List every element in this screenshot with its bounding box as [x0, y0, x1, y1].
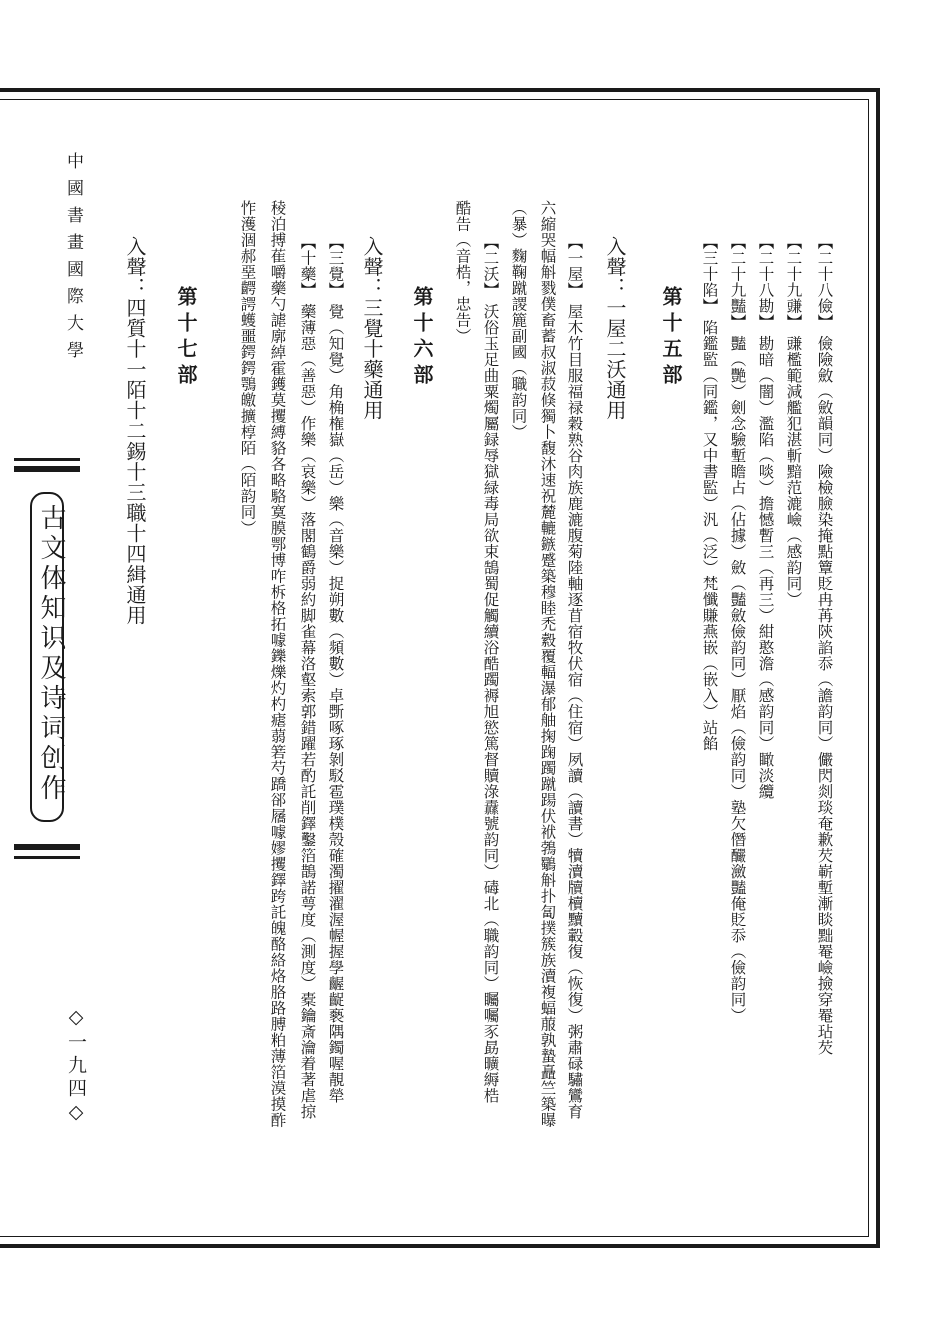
banner-bottom-rule	[14, 856, 80, 859]
banner-top-rule-thick	[14, 466, 80, 472]
rhyme-entry-1-wu-cont2: （暴）麴鞠蹴謖簏副國（職韵同）	[509, 200, 528, 440]
section-subheading-part16: 入聲：三覺十藥通用	[360, 236, 384, 421]
rhyme-entry-2-wo: 【二沃】 沃俗玉足曲粟燭屬録辱獄緑毒局欲束鵠蜀促觸續浴酷躅褥旭慾篤督贖淥纛號韵同）碡北（職韵同）矚囑豕勗曠縟梏	[481, 234, 500, 1104]
rhyme-entry-10-yao-cont2: 怍濩涸郝堊齶諤蠖噩鍔鍔鶚皦擴椁陌（陌韵同）	[238, 200, 257, 536]
banner-top-rule	[14, 458, 80, 461]
rhyme-entry-3-jue: 【三覺】 覺（知覺）角桷権嶽（岳）樂（音樂）捉朔數（頻數）卓斲啄琢剝駁雹璞樸殼確濁擢濯渥幄握學齷齪褻隅鐲喔靚犖	[326, 234, 345, 1104]
publisher-name: 中國書畫國際大學	[63, 152, 83, 368]
rhyme-entry-1-wu-cont: 六縮哭幅斛戮僕畜蓄叔淑菽倏獨卜馥沐速祝麓轆鏃蹙築穆睦禿縠覆輻瀑郁舳掬踘躅蹴踼伏袱鵓鸀斛扑匐撲簇族瀆複蝠菔孰蟄矗竺築曝	[538, 200, 557, 1128]
book-title-banner	[14, 452, 80, 864]
section-heading-part17: 第十七部	[174, 286, 198, 390]
banner-bottom-rule-thick	[14, 844, 80, 850]
section-heading-part15: 第十五部	[659, 286, 683, 390]
rhyme-entry-28-kan: 【二十八勘】 勘暗（闇）濫陷（啖）擔憾暫三（再三）紺憨澹（感韵同）瞰淡纜	[756, 234, 775, 800]
book-title: 古文体知识及诗词创作	[36, 504, 66, 804]
rhyme-entry-30-xian: 【三十陷】 陷鑑監（同鑑，又中書監）汎（泛）梵懺賺燕嵌（嵌入）站餡	[700, 234, 719, 752]
rhyme-entry-10-yao-cont: 稜泊搏萑嚼藥勺謔廓綽霍鑊莫攫縛貉各略駱寞膜鄂博咋柝格拓噱鑠爍灼杓瘧蒻箬芍蹻郤屩噱嫪攫鐸跨託魄酪絡烙胳路膊粕薄箔漠摸酢	[268, 200, 287, 1128]
rhyme-entry-29-yan: 【二十九豔】 豔（艷）劍念驗塹瞻占（佔據）斂（豔斂儉韵同）厭焰（儉韵同）塾欠僭釅瀲豔俺貶忝（儉韵同）	[728, 234, 747, 1024]
rhyme-entry-28-jian: 【二十八儉】 儉險斂（斂韻同）險檢臉染掩點簟貶冉苒陝諂忝（譫韵同）儼閃剡琰奄歉芡嶄塹漸睒黜罨嶮撿穿罨玷芡	[815, 234, 834, 1056]
rhyme-entry-1-wu: 【一屋】 屋木竹目服福禄穀熟谷肉族鹿漉腹菊陸軸逐苜宿牧伏宿（住宿）夙讀（讀書）犢瀆牘櫝黷轂復（恢復）粥肅碌驌鸞育	[565, 234, 584, 1120]
rhyme-entry-10-yao: 【十藥】 藥薄惡（善惡）作樂（哀樂）落閣鶴爵弱約脚雀幕洛壑索郭錯躍若酌託削鐸鑿箔鵲諾萼度（測度）橐鑰斎瀹着著虐掠	[298, 234, 317, 1120]
section-heading-part16: 第十六部	[410, 286, 434, 390]
page-number: ◇一九四◇	[65, 1006, 87, 1127]
rhyme-entry-29-xian: 【二十九豏】 豏檻範減艦犯湛斬黯范漉嶮（感韵同）	[784, 234, 803, 608]
section-subheading-part15: 入聲：一屋二沃通用	[603, 236, 627, 421]
section-subheading-part17: 入聲：四質十一陌十二錫十三職十四緝通用	[123, 236, 147, 626]
rhyme-entry-2-wo-cont: 酷告（音梏，忠告）	[453, 200, 472, 344]
